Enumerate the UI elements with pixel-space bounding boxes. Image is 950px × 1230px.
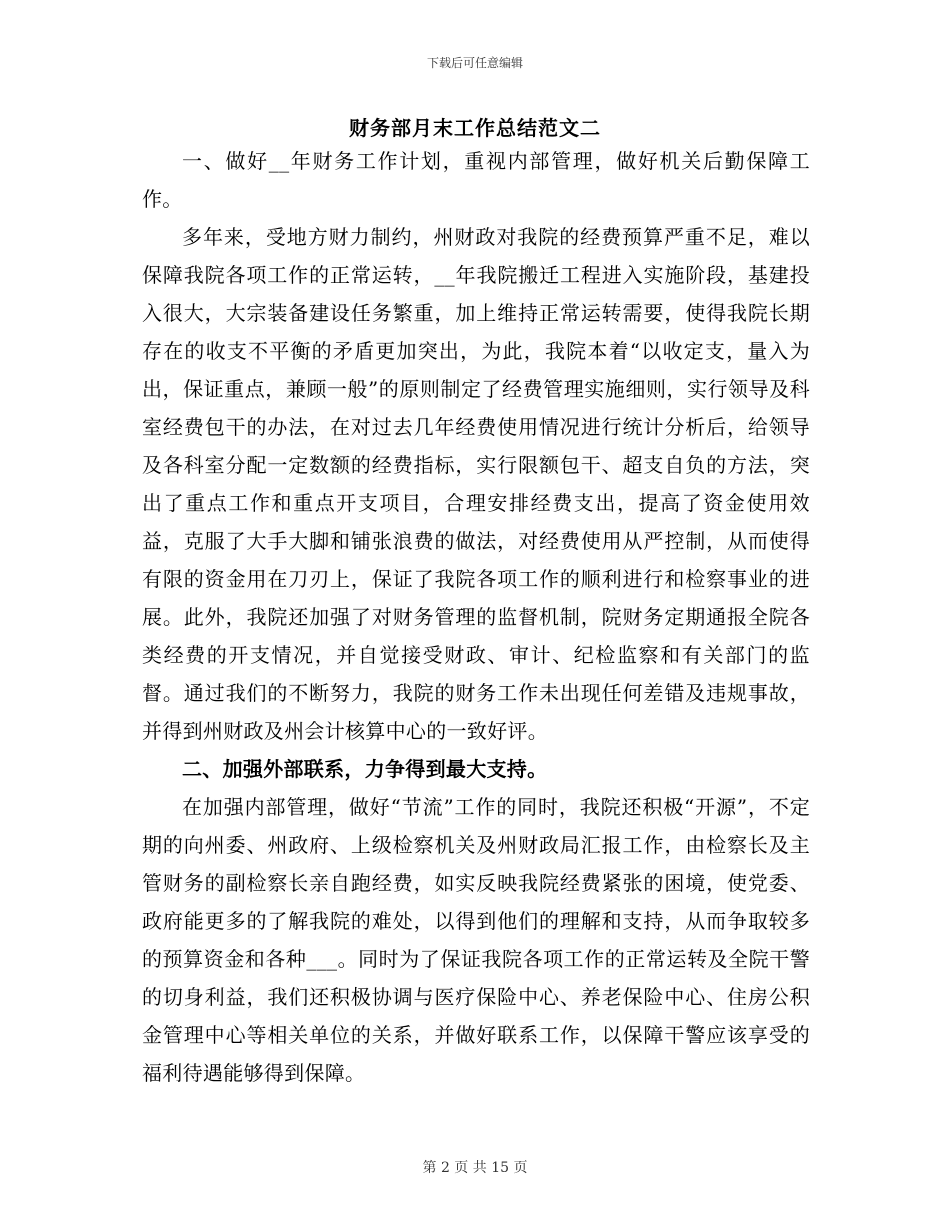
section-1-heading: 一、做好__年财务工作计划，重视内部管理，做好机关后勤保障工作。 bbox=[142, 149, 810, 211]
section-1-paragraph: 多年来，受地方财力制约，州财政对我院的经费预算严重不足，难以保障我院各项工作的正常运转，__年我院搬迁工程进入实施阶段，基建投入很大，大宗装备建设任务繁重，加上维持正常运转需要，使得我院长期存在的收支不平衡的矛盾更加突出，为此，我院本着“以收定支，量入为出，保证重点，兼顾一般”的原则制定了经费管理实施细则，实行领导及科室经费包干的办法，在对过去几年经费使用情况进行统计分析后，给领导及各科室分配一定数额的经费指标，实行限额包干、超支自负的方法，突出了重点工作和重点开支项目，合理安排经费支出，提高了资金使用效益，克服了大手大脚和铺张浪费的做法，对经费使用从严控制，从而使得有限的资金用在刀刃上，保证了我院各项工作的顺利进行和检察事业的进展。此外，我院还加强了对财务管理的监督机制，院财务定期通报全院各类经费的开支情况，并自觉接受财政、审计、纪检监察和有关部门的监督。通过我们的不断努力，我院的财务工作未出现任何差错及违规事故，并得到州财政及州会计核算中心的一致好评。 bbox=[142, 225, 810, 743]
section-2-heading: 二、加强外部联系，力争得到最大支持。 bbox=[182, 757, 548, 781]
section-2-paragraph: 在加强内部管理，做好“节流”工作的同时，我院还积极“开源”，不定期的向州委、州政府、上级检察机关及州财政局汇报工作，由检察长及主管财务的副检察长亲自跑经费，如实反映我院经费紧张的困境，使党委、政府能更多的了解我院的难处，以得到他们的理解和支持，从而争取较多的预算资金和各种___。同时为了保证我院各项工作的正常运转及全院干警的切身利益，我们还积极协调与医疗保险中心、养老保险中心、住房公积金管理中心等相关单位的关系，并做好联系工作，以保障干警应该享受的福利待遇能够得到保障。 bbox=[142, 795, 810, 1085]
header-note: 下载后可任意编辑 bbox=[426, 56, 523, 70]
document-title: 财务部月末工作总结范文二 bbox=[349, 116, 601, 140]
document-body bbox=[142, 142, 810, 1092]
page-number: 第 2 页 共 15 页 bbox=[422, 1160, 528, 1176]
